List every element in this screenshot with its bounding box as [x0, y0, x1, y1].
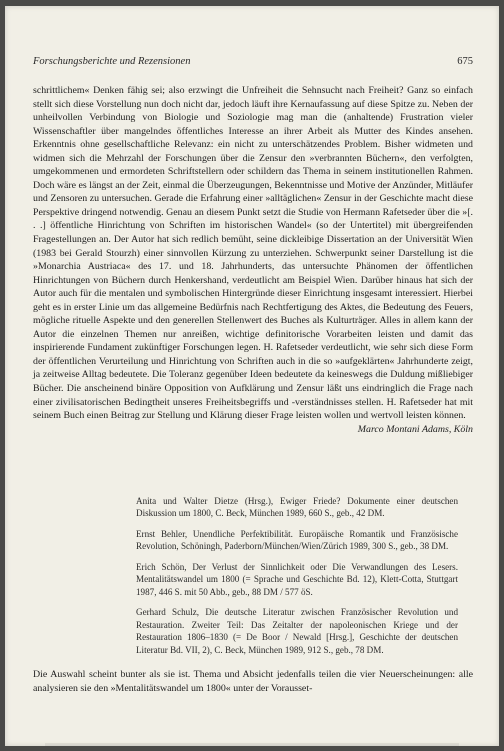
book-page	[5, 6, 499, 746]
review-paragraph	[33, 84, 474, 435]
page-edge-shadow	[45, 743, 459, 746]
closing-paragraph: Die Auswahl scheint bunter als sie ist. Thema und Absicht jedenfalls teilen die vier Neuerscheinungen: alle analysieren sie den »Mentalitätswandel um 1800« unter der Vorausset-	[33, 669, 473, 694]
bibliography-entry: Anita und Walter Dietze (Hrsg.), Ewiger Friede? Dokumente einer deutschen Diskussion um 1800, C. Beck, München 1989, 660 S., geb., 42 DM.	[136, 496, 458, 519]
bibliography-list	[136, 495, 458, 664]
review-body	[33, 84, 473, 436]
running-title: Forschungsberichte und Rezensionen	[33, 56, 191, 67]
reviewer-signature: Marco Montani Adams, Köln	[357, 423, 473, 435]
review-text: schrittlichem« Denken fähig sei; also erzwingt die Unfreiheit die Sehnsucht nach Freiheit? Ganz so einfach stellt sich diese Vorstellung nun doch nicht dar, jedoch läuft ihre Kernaufassung auf diese Spitze zu. Neben der unheilvollen Verbindung von Biologie und Soziologie mag man die (anhaltende) Frustration vieler Wissenschaftler über mangelndes öffentliches Interesse an ihrer Arbeit als Mutter des Kindes ansehen. Erkenntnis ohne gesellschaftliche Relevanz: ein nicht zu unterschätzendes Problem. Bisher widmeten und widmen sich die Mehrzahl der Forschungen über die Zensur den »verbrannten Büchern«, den verfolgten, umgekommenen und ermordeten Schriftstellern oder schildern das Thema in seinem institutionellen Rahmen. Doch wäre es längst an der Zeit, einmal die Überzeugungen, Bekenntnisse und Motive der Anzünder, Mitläufer und Zensoren zu untersuchen. Gerade die Erfahrung einer »alltäglichen« Zensur in der Geschichte macht diese Perspektive dringend notwendig. Genau an diesem Punkt setzt die Studie von Hermann Rafetseder über die »[. . .] öffentliche Hinrichtung von Schriften im historischen Wandel« (so der Untertitel) mit übergreifenden Fragestellungen an. Der Autor hat sich redlich bemüht, seine dickleibige Dissertation an der Universität Wien (1983 bei Gerald Stourzh) einer sinnvollen Kürzung zu unterziehen. Schwerpunkt seiner Darstellung ist die »Monarchia Austriaca« des 17. und 18. Jahrhunderts, das untersuchte Phänomen der öffentlichen Hinrichtungen von Büchern durch Henkershand, verdeutlicht am Beispiel Wien. Darüber hinaus hat sich der Autor auch für die mentalen und symbolischen Hintergründe dieser Einrichtung insgesamt interessiert. Hierbei geht es in erster Linie um das allgemeine Bedürfnis nach Rechtfertigung des Aktes, die Bedeutung des Feuers, mögliche rituelle Aspekte und den generellen Stellenwert des Buches als Kulturträger. Alles in allem kann der Autor die einzelnen Themen nur anreißen, wichtige definitorische Vorarbeiten leisten und damit das inspirierende Fundament zukünftiger Forschungen legen. H. Rafetseder verdeutlicht, wie sehr sich diese Form der öffentlichen Verurteilung und Hinrichtung von Schriften auch in die so »aufgeklärten« Jahrhunderte zeigt, ja zeitweise Alltag bedeutete. Die Toleranz gegenüber Ideen bedeutete da keineswegs die Duldung mißliebiger Bücher. Die anscheinend binäre Opposition von Aufklärung und Zensur läßt uns eindringlich die Frage nach einer zivilisatorischen Bedingtheit unseres Freiheitsbegriffs und -verständnisses stellen. H. Rafetseder hat mit seinem Buch einen Beitrag zur Stellung und Klärung dieser Frage leisten wollen und wertvoll leisten können.	[33, 85, 474, 422]
bibliography-entry: Gerhard Schulz, Die deutsche Literatur zwischen Französischer Revolution und Restauration. Zweiter Teil: Das Zeitalter der napoleonischen Kriege und der Restauration 1806–1830 (= De Boor / Newald [Hrsg.], Geschichte der deutschen Literatur Bd. VII, 2), C. Beck, München 1989, 912 S., geb., 78 DM.	[136, 607, 458, 655]
page-header	[33, 56, 473, 70]
bibliography-entry: Erich Schön, Der Verlust der Sinnlichkeit oder Die Verwandlungen des Lesers. Mentalitätswandel um 1800 (= Sprache und Geschichte Bd. 12), Klett-Cotta, Stuttgart 1987, 446 S. mit 50 Abb., geb., 88 DM / 577 öS.	[136, 562, 458, 597]
page-number: 675	[457, 56, 473, 67]
bibliography-entry: Ernst Behler, Unendliche Perfektibilität. Europäische Romantik und Französische Revolution, Schöningh, Paderborn/München/Wien/Zürich 1989, 300 S., geb., 38 DM.	[136, 529, 458, 552]
